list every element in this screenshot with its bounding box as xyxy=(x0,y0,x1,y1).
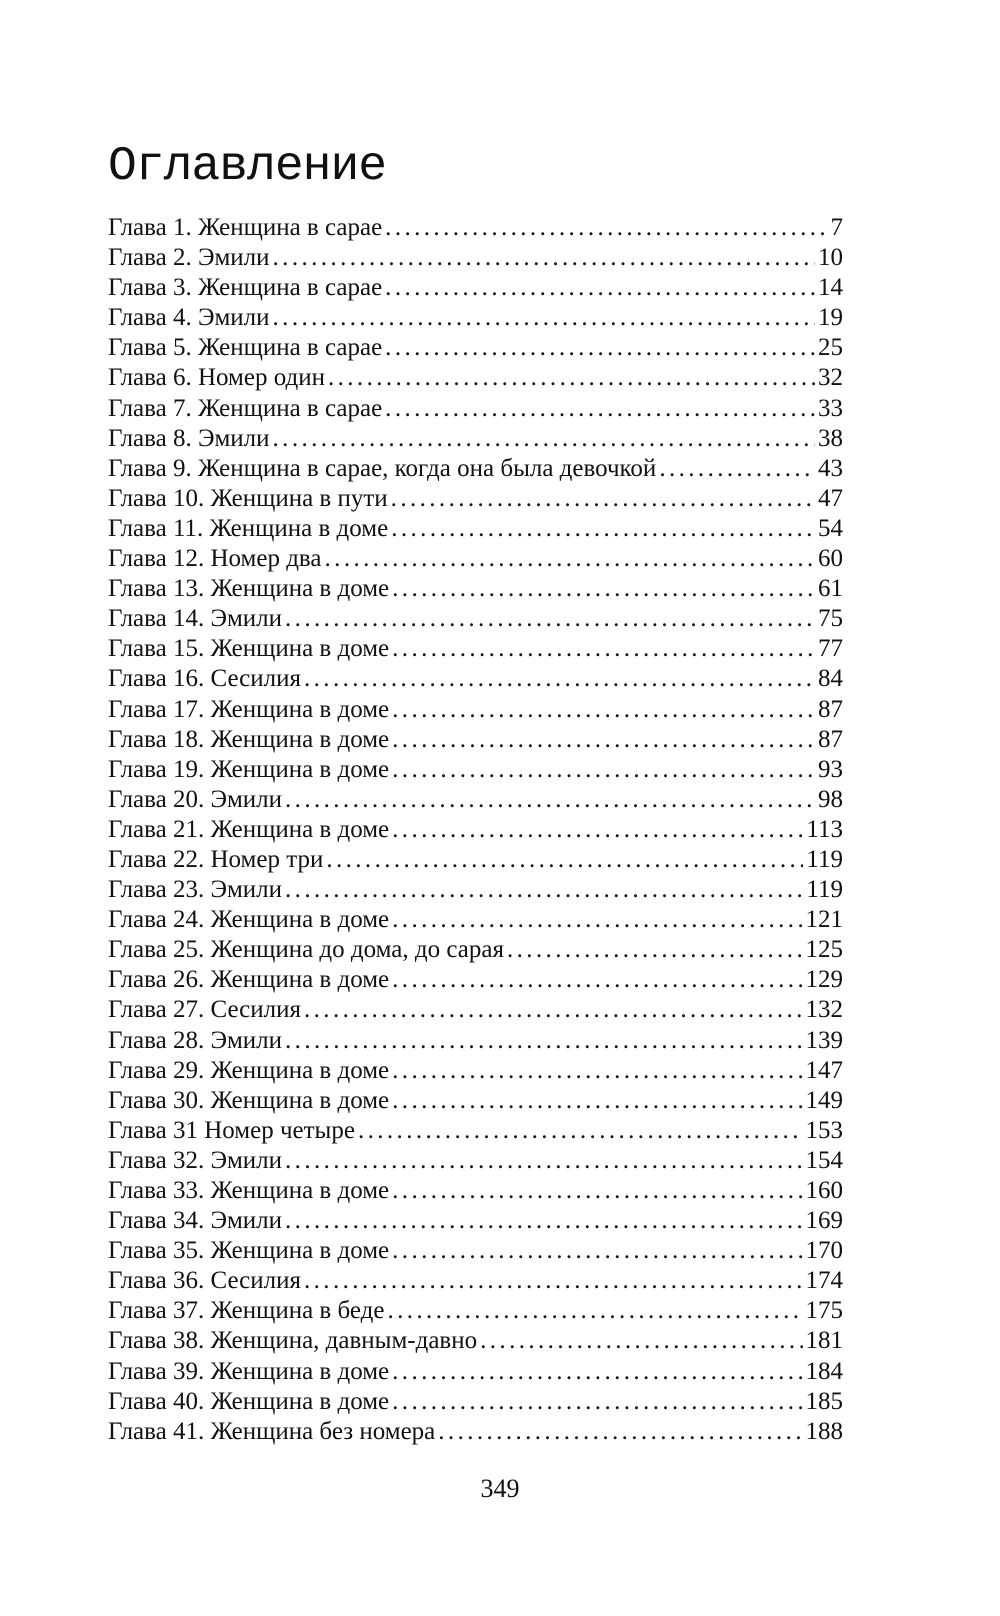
dot-leader xyxy=(285,1206,802,1236)
chapter-page-number: 10 xyxy=(818,244,843,272)
toc-entry xyxy=(108,544,843,574)
toc-entry xyxy=(108,1326,843,1356)
dot-leader xyxy=(304,995,803,1025)
dot-leader xyxy=(358,1116,803,1146)
chapter-page-number: 139 xyxy=(805,1026,843,1054)
chapter-page-number: 61 xyxy=(818,575,843,603)
chapter-title: Глава 26. Женщина в доме xyxy=(108,966,390,994)
chapter-title: Глава 33. Женщина в доме xyxy=(108,1177,390,1204)
chapter-page-number: 7 xyxy=(830,214,843,241)
dot-leader xyxy=(285,1026,802,1056)
chapter-page-number: 160 xyxy=(805,1177,843,1204)
chapter-page-number: 184 xyxy=(805,1357,843,1385)
chapter-page-number: 87 xyxy=(818,725,843,753)
dot-leader xyxy=(392,1357,802,1387)
chapter-title: Глава 21. Женщина в доме xyxy=(108,815,390,843)
toc-entry xyxy=(108,695,843,725)
chapter-page-number: 14 xyxy=(818,274,843,302)
dot-leader xyxy=(392,1056,802,1086)
chapter-page-number: 93 xyxy=(818,755,843,783)
dot-leader xyxy=(385,213,827,243)
dot-leader xyxy=(385,333,815,363)
dot-leader xyxy=(392,755,815,785)
chapter-title: Глава 9. Женщина в сарае, когда она была девочкой xyxy=(108,454,657,482)
chapter-page-number: 60 xyxy=(818,545,843,573)
toc-entry xyxy=(108,1116,843,1146)
toc-entry xyxy=(108,1146,843,1176)
toc-entry xyxy=(108,243,843,273)
dot-leader xyxy=(659,454,815,484)
toc-entry xyxy=(108,1266,843,1296)
dot-leader xyxy=(273,303,815,333)
dot-leader xyxy=(392,725,815,755)
chapter-title: Глава 14. Эмили xyxy=(108,605,283,633)
toc-entry xyxy=(108,213,843,243)
dot-leader xyxy=(391,484,815,514)
chapter-title: Глава 19. Женщина в доме xyxy=(108,755,390,783)
toc-entry xyxy=(108,905,843,935)
dot-leader xyxy=(285,604,815,634)
page-number: 349 xyxy=(480,1474,520,1503)
chapter-page-number: 19 xyxy=(818,304,843,332)
chapter-title: Глава 20. Эмили xyxy=(108,785,283,813)
toc-entry xyxy=(108,875,843,905)
chapter-title: Глава 25. Женщина до дома, до сарая xyxy=(108,936,504,964)
chapter-title: Глава 13. Женщина в доме xyxy=(108,575,390,603)
chapter-page-number: 77 xyxy=(818,635,843,663)
chapter-title: Глава 31 Номер четыре xyxy=(108,1116,355,1144)
chapter-page-number: 125 xyxy=(805,936,843,964)
toc-entry xyxy=(108,725,843,755)
chapter-title: Глава 39. Женщина в доме xyxy=(108,1357,390,1385)
chapter-page-number: 121 xyxy=(805,906,843,934)
chapter-page-number: 153 xyxy=(805,1116,843,1144)
chapter-title: Глава 22. Номер три xyxy=(108,845,324,873)
chapter-title: Глава 18. Женщина в доме xyxy=(108,725,390,753)
table-of-contents xyxy=(108,213,843,1447)
chapter-page-number: 181 xyxy=(805,1327,843,1355)
toc-entry xyxy=(108,1357,843,1387)
toc-entry xyxy=(108,484,843,514)
chapter-page-number: 147 xyxy=(805,1056,843,1084)
toc-entry xyxy=(108,1417,843,1447)
dot-leader xyxy=(285,785,815,815)
chapter-title: Глава 34. Эмили xyxy=(108,1207,283,1235)
toc-entry xyxy=(108,1086,843,1116)
chapter-page-number: 175 xyxy=(805,1297,843,1325)
dot-leader xyxy=(391,514,815,544)
dot-leader xyxy=(438,1417,802,1447)
dot-leader xyxy=(285,875,803,905)
page-title: Оглавление xyxy=(108,140,387,194)
chapter-title: Глава 6. Номер один xyxy=(108,364,325,392)
toc-entry xyxy=(108,454,843,484)
chapter-title: Глава 29. Женщина в доме xyxy=(108,1056,390,1084)
dot-leader xyxy=(273,424,815,454)
toc-entry xyxy=(108,1026,843,1056)
toc-entry xyxy=(108,845,843,875)
chapter-title: Глава 11. Женщина в доме xyxy=(108,514,389,542)
chapter-page-number: 43 xyxy=(818,454,843,482)
dot-leader xyxy=(285,1146,802,1176)
chapter-title: Глава 35. Женщина в доме xyxy=(108,1237,390,1265)
dot-leader xyxy=(326,845,803,875)
toc-entry xyxy=(108,1236,843,1266)
dot-leader xyxy=(507,935,803,965)
toc-entry xyxy=(108,1296,843,1326)
dot-leader xyxy=(392,634,815,664)
chapter-title: Глава 38. Женщина, давным-давно xyxy=(108,1327,478,1355)
toc-entry xyxy=(108,1176,843,1206)
dot-leader xyxy=(480,1326,802,1356)
dot-leader xyxy=(392,1176,802,1206)
chapter-title: Глава 1. Женщина в сарае xyxy=(108,214,383,241)
chapter-page-number: 32 xyxy=(818,364,843,392)
chapter-page-number: 33 xyxy=(818,394,843,422)
chapter-page-number: 113 xyxy=(806,815,843,843)
chapter-page-number: 84 xyxy=(818,665,843,693)
chapter-title: Глава 40. Женщина в доме xyxy=(108,1387,390,1415)
dot-leader xyxy=(385,394,815,424)
chapter-page-number: 174 xyxy=(805,1267,843,1295)
toc-entry xyxy=(108,664,843,694)
chapter-title: Глава 2. Эмили xyxy=(108,244,270,272)
chapter-page-number: 129 xyxy=(805,966,843,994)
chapter-page-number: 132 xyxy=(805,996,843,1024)
toc-entry xyxy=(108,815,843,845)
chapter-title: Глава 28. Эмили xyxy=(108,1026,283,1054)
toc-entry xyxy=(108,1206,843,1236)
chapter-title: Глава 23. Эмили xyxy=(108,876,283,904)
chapter-page-number: 188 xyxy=(805,1417,843,1445)
chapter-title: Глава 15. Женщина в доме xyxy=(108,635,390,663)
dot-leader xyxy=(304,664,815,694)
chapter-title: Глава 12. Номер два xyxy=(108,545,322,573)
toc-entry xyxy=(108,514,843,544)
chapter-title: Глава 24. Женщина в доме xyxy=(108,906,390,934)
chapter-page-number: 149 xyxy=(805,1086,843,1114)
dot-leader xyxy=(392,815,803,845)
chapter-title: Глава 3. Женщина в сарае xyxy=(108,274,383,302)
chapter-title: Глава 30. Женщина в доме xyxy=(108,1086,390,1114)
chapter-title: Глава 5. Женщина в сарае xyxy=(108,334,383,362)
chapter-title: Глава 27. Сесилия xyxy=(108,996,301,1024)
dot-leader xyxy=(273,243,815,273)
toc-entry xyxy=(108,634,843,664)
toc-entry xyxy=(108,785,843,815)
dot-leader xyxy=(392,1086,802,1116)
dot-leader xyxy=(392,1236,802,1266)
chapter-title: Глава 8. Эмили xyxy=(108,424,270,452)
chapter-page-number: 119 xyxy=(806,845,843,873)
dot-leader xyxy=(385,273,815,303)
toc-entry xyxy=(108,363,843,393)
toc-entry xyxy=(108,1387,843,1417)
dot-leader xyxy=(304,1266,803,1296)
toc-entry xyxy=(108,574,843,604)
chapter-title: Глава 41. Женщина без номера xyxy=(108,1417,436,1445)
chapter-title: Глава 16. Сесилия xyxy=(108,665,301,693)
toc-entry xyxy=(108,1056,843,1086)
toc-entry xyxy=(108,303,843,333)
toc-entry xyxy=(108,965,843,995)
chapter-title: Глава 37. Женщина в беде xyxy=(108,1297,385,1325)
chapter-page-number: 170 xyxy=(805,1237,843,1265)
chapter-title: Глава 10. Женщина в пути xyxy=(108,484,388,512)
toc-entry xyxy=(108,604,843,634)
dot-leader xyxy=(392,574,815,604)
chapter-page-number: 169 xyxy=(805,1207,843,1235)
chapter-title: Глава 32. Эмили xyxy=(108,1146,283,1174)
dot-leader xyxy=(387,1296,802,1326)
chapter-page-number: 119 xyxy=(806,876,843,904)
chapter-title: Глава 7. Женщина в сарае xyxy=(108,394,383,422)
chapter-page-number: 47 xyxy=(818,484,843,512)
toc-entry xyxy=(108,394,843,424)
dot-leader xyxy=(392,905,802,935)
chapter-page-number: 87 xyxy=(818,695,843,723)
dot-leader xyxy=(392,1387,802,1417)
toc-entry xyxy=(108,755,843,785)
chapter-page-number: 154 xyxy=(805,1146,843,1174)
chapter-page-number: 38 xyxy=(818,424,843,452)
toc-entry xyxy=(108,995,843,1025)
toc-entry xyxy=(108,935,843,965)
chapter-title: Глава 17. Женщина в доме xyxy=(108,695,390,723)
chapter-page-number: 25 xyxy=(818,334,843,362)
chapter-page-number: 98 xyxy=(818,785,843,813)
dot-leader xyxy=(392,695,815,725)
dot-leader xyxy=(325,544,815,574)
chapter-title: Глава 4. Эмили xyxy=(108,304,270,332)
toc-entry xyxy=(108,333,843,363)
toc-entry xyxy=(108,424,843,454)
chapter-page-number: 75 xyxy=(818,605,843,633)
dot-leader xyxy=(328,363,815,393)
dot-leader xyxy=(392,965,802,995)
chapter-page-number: 54 xyxy=(818,514,843,542)
chapter-title: Глава 36. Сесилия xyxy=(108,1267,301,1295)
toc-entry xyxy=(108,273,843,303)
chapter-page-number: 185 xyxy=(805,1387,843,1415)
